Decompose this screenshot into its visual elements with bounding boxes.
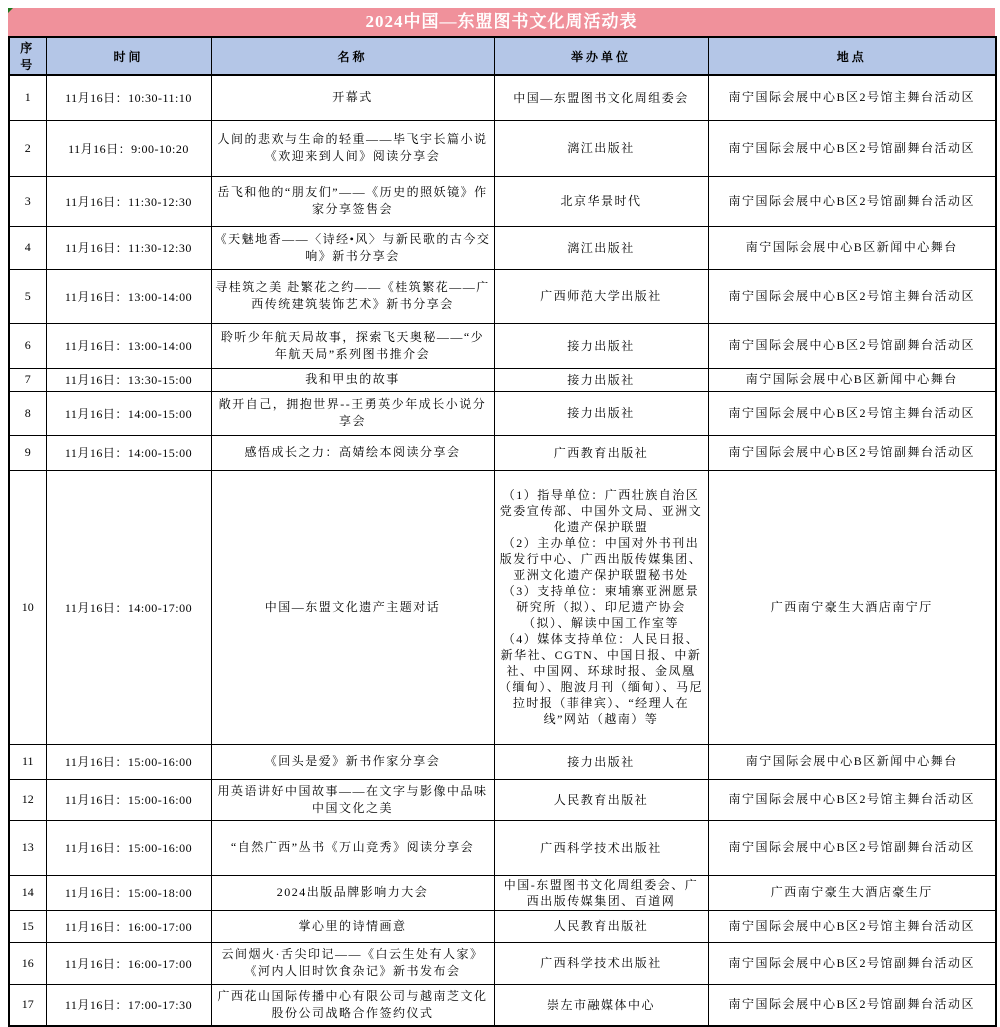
location-cell: 南宁国际会展中心B区2号馆主舞台活动区 [708,391,996,435]
event-name-cell: 开幕式 [211,75,494,120]
column-header-organizer: 举办单位 [494,37,708,75]
row-number-cell: 5 [9,269,46,323]
time-cell: 11月16日：17:00-17:30 [46,984,211,1026]
organizer-cell: 接力出版社 [494,323,708,368]
time-cell: 11月16日：13:30-15:00 [46,368,211,391]
event-name-cell: 《天魅地香——〈诗经•风〉与新民歌的古今交响》新书分享会 [211,226,494,269]
time-cell: 11月16日：14:00-15:00 [46,391,211,435]
cell-corner-marker-icon [8,8,13,13]
table-row [9,820,996,875]
time-cell: 11月16日：16:00-17:00 [46,910,211,942]
page-title-text: 2024中国—东盟图书文化周活动表 [365,12,638,31]
organizer-cell: 广西师范大学出版社 [494,269,708,323]
table-header-row [9,37,996,75]
location-cell: 南宁国际会展中心B区2号馆主舞台活动区 [708,910,996,942]
table-row [9,942,996,984]
table-row [9,226,996,269]
organizer-item: （2）主办单位：中国对外书刊出版发行中心、广西出版传媒集团、亚洲文化遗产保护联盟秘书处 [499,536,703,582]
table-row [9,120,996,176]
location-cell: 广西南宁豪生大酒店南宁厅 [708,470,996,744]
row-number-cell: 11 [9,744,46,779]
location-cell: 南宁国际会展中心B区2号馆主舞台活动区 [708,75,996,120]
time-cell: 11月16日：15:00-18:00 [46,875,211,910]
location-cell: 南宁国际会展中心B区2号馆主舞台活动区 [708,779,996,820]
time-cell: 11月16日：14:00-17:00 [46,470,211,744]
organizer-cell: 北京华景时代 [494,176,708,226]
row-number-cell: 8 [9,391,46,435]
organizer-cell: 广西科学技术出版社 [494,942,708,984]
organizer-item: （4）媒体支持单位：人民日报、新华社、CGTN、中国日报、中新社、中国网、环球时报、金凤凰（缅甸）、胞波月刊（缅甸）、马尼拉时报（菲律宾）、“经理人在线”网站（越南）等 [498,632,703,726]
organizer-cell: 漓江出版社 [494,226,708,269]
location-cell: 南宁国际会展中心B区2号馆副舞台活动区 [708,176,996,226]
location-cell: 南宁国际会展中心B区2号馆副舞台活动区 [708,942,996,984]
location-cell: 南宁国际会展中心B区2号馆副舞台活动区 [708,120,996,176]
time-cell: 11月16日：13:00-14:00 [46,323,211,368]
column-header-name: 名称 [211,37,494,75]
time-cell: 11月16日：11:30-12:30 [46,176,211,226]
event-name-cell: 用英语讲好中国故事——在文字与影像中品味中国文化之美 [211,779,494,820]
event-name-cell: 聆听少年航天局故事，探索飞天奥秘——“少年航天局”系列图书推介会 [211,323,494,368]
event-name-cell: 掌心里的诗情画意 [211,910,494,942]
table-row [9,391,996,435]
schedule-table [8,36,997,1027]
table-row [9,269,996,323]
location-cell: 南宁国际会展中心B区新闻中心舞台 [708,744,996,779]
time-cell: 11月16日：16:00-17:00 [46,942,211,984]
location-cell: 广西南宁豪生大酒店豪生厅 [708,875,996,910]
column-header-time: 时间 [46,37,211,75]
event-name-cell: 岳飞和他的“朋友们”——《历史的照妖镜》作家分享签售会 [211,176,494,226]
event-name-cell: 广西花山国际传播中心有限公司与越南芝文化股份公司战略合作签约仪式 [211,984,494,1026]
time-cell: 11月16日：14:00-15:00 [46,435,211,470]
table-row [9,910,996,942]
event-name-cell: 敞开自己，拥抱世界--王勇英少年成长小说分享会 [211,391,494,435]
organizer-item: （1）指导单位：广西壮族自治区党委宣传部、中国外文局、亚洲文化遗产保护联盟 [499,488,703,534]
event-name-cell: 我和甲虫的故事 [211,368,494,391]
table-row [9,323,996,368]
event-name-cell: 寻桂筑之美 赴繁花之约——《桂筑繁花——广西传统建筑装饰艺术》新书分享会 [211,269,494,323]
location-cell: 南宁国际会展中心B区2号馆副舞台活动区 [708,984,996,1026]
time-cell: 11月16日：15:00-16:00 [46,744,211,779]
time-cell: 11月16日：15:00-16:00 [46,820,211,875]
location-cell: 南宁国际会展中心B区2号馆主舞台活动区 [708,269,996,323]
table-row [9,470,996,744]
table-row [9,176,996,226]
event-name-cell: 人间的悲欢与生命的轻重——毕飞宇长篇小说《欢迎来到人间》阅读分享会 [211,120,494,176]
row-number-cell: 15 [9,910,46,942]
row-number-cell: 2 [9,120,46,176]
row-number-cell: 6 [9,323,46,368]
location-cell: 南宁国际会展中心B区2号馆副舞台活动区 [708,820,996,875]
table-row [9,744,996,779]
time-cell: 11月16日：15:00-16:00 [46,779,211,820]
organizer-cell: 广西科学技术出版社 [494,820,708,875]
organizer-cell: 中国—东盟图书文化周组委会 [494,75,708,120]
organizer-cell: 广西教育出版社 [494,435,708,470]
organizer-cell [494,470,708,744]
organizer-cell: 人民教育出版社 [494,910,708,942]
organizer-cell: 人民教育出版社 [494,779,708,820]
schedule-sheet [8,8,995,1027]
row-number-cell: 10 [9,470,46,744]
table-row [9,75,996,120]
table-row [9,984,996,1026]
row-number-cell: 1 [9,75,46,120]
location-cell: 南宁国际会展中心B区新闻中心舞台 [708,368,996,391]
table-row [9,435,996,470]
time-cell: 11月16日：9:00-10:20 [46,120,211,176]
row-number-cell: 16 [9,942,46,984]
row-number-cell: 9 [9,435,46,470]
organizer-item: （3）支持单位：柬埔寨亚洲愿景研究所（拟）、印尼遗产协会（拟）、解读中国工作室等 [502,584,700,630]
event-name-cell: 中国—东盟文化遗产主题对话 [211,470,494,744]
row-number-cell: 12 [9,779,46,820]
row-number-cell: 14 [9,875,46,910]
time-cell: 11月16日：11:30-12:30 [46,226,211,269]
time-cell: 11月16日：10:30-11:10 [46,75,211,120]
organizer-cell: 漓江出版社 [494,120,708,176]
event-name-cell: 2024出版品牌影响力大会 [211,875,494,910]
event-name-cell: “自然广西”丛书《万山竞秀》阅读分享会 [211,820,494,875]
location-cell: 南宁国际会展中心B区新闻中心舞台 [708,226,996,269]
table-row [9,779,996,820]
location-cell: 南宁国际会展中心B区2号馆副舞台活动区 [708,435,996,470]
column-header-location: 地点 [708,37,996,75]
event-name-cell: 感悟成长之力：高婧绘本阅读分享会 [211,435,494,470]
table-row [9,875,996,910]
column-header-no: 序号 [9,37,46,75]
row-number-cell: 3 [9,176,46,226]
table-row [9,368,996,391]
row-number-cell: 13 [9,820,46,875]
row-number-cell: 17 [9,984,46,1026]
organizer-cell: 中国-东盟图书文化周组委会、广西出版传媒集团、百道网 [494,875,708,910]
organizer-cell: 崇左市融媒体中心 [494,984,708,1026]
row-number-cell: 7 [9,368,46,391]
time-cell: 11月16日：13:00-14:00 [46,269,211,323]
row-number-cell: 4 [9,226,46,269]
organizer-cell: 接力出版社 [494,744,708,779]
location-cell: 南宁国际会展中心B区2号馆副舞台活动区 [708,323,996,368]
organizer-cell: 接力出版社 [494,391,708,435]
event-name-cell: 《回头是爱》新书作家分享会 [211,744,494,779]
organizer-cell: 接力出版社 [494,368,708,391]
page-title [8,8,995,36]
event-name-cell: 云间烟火·舌尖印记——《白云生处有人家》《河内人旧时饮食杂记》新书发布会 [211,942,494,984]
